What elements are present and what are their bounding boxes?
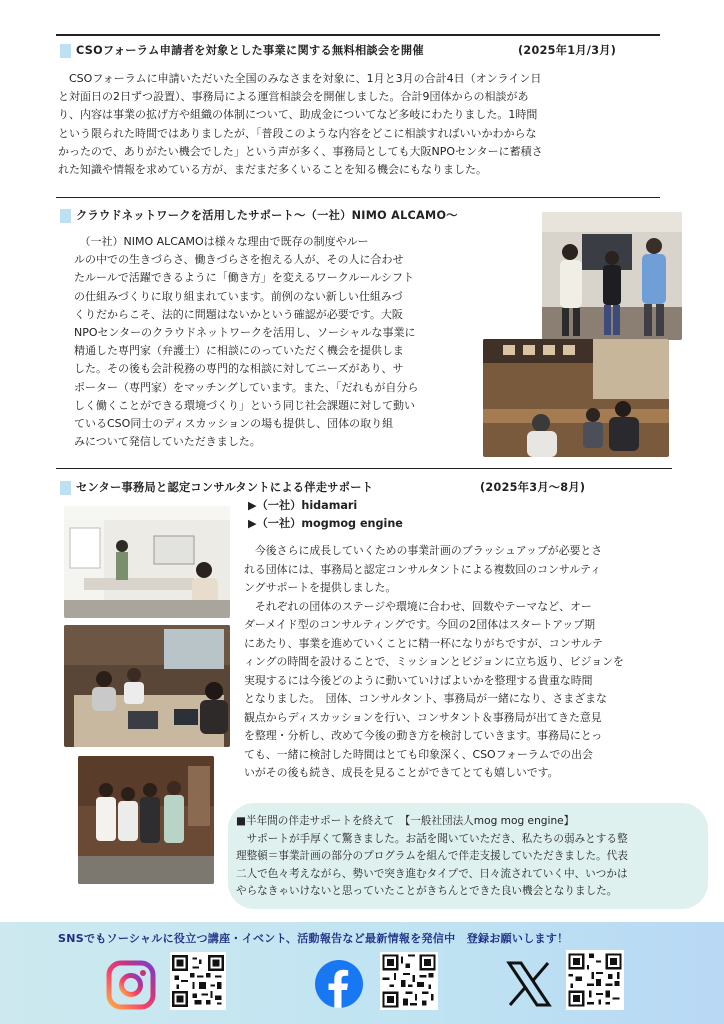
section3-line: ングサポートを提供しました。 xyxy=(244,581,397,594)
section1-line: という限られた時間ではありましたが、「普段このような内容をどこに相談すればいいかわからな xyxy=(58,126,537,140)
section2-line: ルの中での生きづらさ、働きづらさを抱える人が、その人に合わせ xyxy=(74,253,404,267)
section2-line: しく働くことができる環境づくり」という同じ社会課題に対して動い xyxy=(74,398,415,412)
section3-line: ダーメイド型のコンサルティングです。今回の2団体はスタートアップ期 xyxy=(244,618,596,631)
section3-line: それぞれの団体のステージや環境に合わせ、回数やテーマなど、オー xyxy=(244,599,592,613)
section1-body xyxy=(58,70,668,179)
instagram-icon[interactable] xyxy=(106,960,156,1010)
section2-title: クラウドネットワークを活用したサポート～（一社）NIMO ALCAMO～ xyxy=(76,209,458,222)
section3-line: いがその後も続き、成長を見ることができてとても嬉しいです。 xyxy=(244,766,559,779)
feedback-line: やらなきゃいけないと思っていたことがきちんとできた良い機会となりました。 xyxy=(236,885,618,898)
section3-body xyxy=(244,542,714,783)
section1-date: (2025年1月/3月) xyxy=(518,44,617,57)
section3-line: ても、一緒に検討した時間はとても印象深く、CSOフォーラムでの出会 xyxy=(244,747,593,761)
section2-top-rule xyxy=(56,197,660,198)
section2-heading xyxy=(56,208,458,224)
section3-line: れる団体には、事務局と認定コンサルタントによる複数回のコンサルティ xyxy=(244,562,601,576)
section3-heading xyxy=(56,480,676,496)
section3-line: を整理・分析し、改めて今後の動き方を検討していきます。事務局にとっ xyxy=(244,729,603,742)
section3-line: 観点からディスカッションを行い、コンサタント＆事務局が出てきた意見 xyxy=(244,710,602,724)
section3-line: 今後さらに成長していくための事業計画のブラッシュアップが必要とさ xyxy=(244,544,603,557)
section1-title: CSOフォーラム申請者を対象とした事業に関する無料相談会を開催 xyxy=(76,44,424,57)
instagram-qr-code[interactable] xyxy=(170,952,226,1010)
section1-heading xyxy=(56,43,680,59)
feedback-box xyxy=(228,803,708,909)
section2-line: NPOセンターのクラウドネットワークを活用し、ソーシャルな事業に xyxy=(74,326,416,340)
x-icon[interactable] xyxy=(506,960,552,1008)
section3-line: 実現するには今後どのように動いていけばよいかを整理する貴重な時間 xyxy=(244,673,593,687)
feedback-line: ■半年間の伴走サポートを終えて 【一般社団法人mog mog engine】 xyxy=(236,815,575,827)
section2-line: ているCSO同士のディスカッションの場も提供し、団体の取り組 xyxy=(74,417,394,431)
section1-line: れた知識や情報を求めている方が、まだまだ多くいることを知る機会にもなりました。 xyxy=(58,163,487,177)
section1-line: り、内容は事業の拡げ方や組織の体制について、助成金についてなど多岐にわたりました。1時間 xyxy=(58,108,538,122)
section2-line: した。その後も会計税務の専門的な相談に対してニーズがあり、サ xyxy=(74,362,404,376)
section3-line: ィングの時間を設けることで、ミッションとビジョンに立ち返り、ビジョンを xyxy=(244,655,624,668)
feedback-line: 理整頓＝事業計画の部分のプログラムを組んで伴走支援していただきました。代表 xyxy=(236,850,628,863)
section2-line: 精通した専門家（弁護士）に相談にのっていただく機会を提供しま xyxy=(74,344,404,358)
feedback-line: 二人で色々考えながら、勢いで突き進むタイプで、日々流されていく中、いつかは xyxy=(236,867,628,880)
section2-line: たルールで活躍できるように「働き方」を変えるワークルールシフト xyxy=(74,271,414,285)
section1-line: CSOフォーラムに申請いただいた全国のみなさまを対象に、1月と3月の合計4日（オンライン日 xyxy=(58,72,542,85)
org-hidamari: ▶（一社）hidamari xyxy=(248,499,358,512)
facebook-icon[interactable] xyxy=(314,959,364,1009)
section2-line: （一社）NIMO ALCAMOは様々な理由で既存の制度やルー xyxy=(74,235,369,248)
photo-hidamari-room xyxy=(64,506,230,618)
x-qr-code[interactable] xyxy=(566,950,624,1010)
footer-banner xyxy=(0,922,724,1024)
section1-top-rule xyxy=(56,34,660,36)
section1-line: と対面日の2日ずつ設置）、事務局による運営相談会を開催しました。合計9団体からの相談があ xyxy=(58,90,529,104)
section2-line: みについて発信していただきました。 xyxy=(74,435,261,449)
section2-line: くりだからこそ、法的に問題はないかという確認が必要です。大阪 xyxy=(74,307,403,321)
section3-title: センター事務局と認定コンサルタントによる伴走サポート xyxy=(76,481,374,494)
section3-top-rule xyxy=(56,468,672,469)
feedback-line: サポートが手厚くて驚きました。お話を聞いていただき、私たちの弱みとする整 xyxy=(236,832,628,845)
section2-body xyxy=(74,233,484,451)
photo-nimo-discussion xyxy=(483,339,669,457)
footer-text: SNSでもソーシャルに役立つ講座・イベント、活動報告など最新情報を発信中 登録お願いします！ xyxy=(58,932,569,945)
photo-nimo-group xyxy=(542,212,682,340)
section3-line: となりました。 団体、コンサルタント、事務局が一緒になり、さまざまな xyxy=(244,692,607,705)
section3-date: (2025年3月～8月) xyxy=(480,481,586,494)
section3-orgs xyxy=(248,497,403,533)
org-mogmog: ▶（一社）mogmog engine xyxy=(248,517,403,530)
facebook-qr-code[interactable] xyxy=(380,952,438,1010)
photo-mogmog-group xyxy=(78,756,214,884)
section1-line: かったので、ありがたい機会でした」という声が多く、事務局としても大阪NPOセンターに蓄積さ xyxy=(58,144,543,158)
section2-line: の仕組みづくりに取り組まれています。前例のない新しい仕組みづ xyxy=(74,289,403,303)
section2-line: ポーター（専門家）をマッチングしています。また、「だれもが自分ら xyxy=(74,380,419,394)
section3-line: にあたり、事業を進めていくことに精一杯になりがちですが、コンサルテ xyxy=(244,636,603,650)
photo-mogmog-meeting xyxy=(64,625,230,747)
